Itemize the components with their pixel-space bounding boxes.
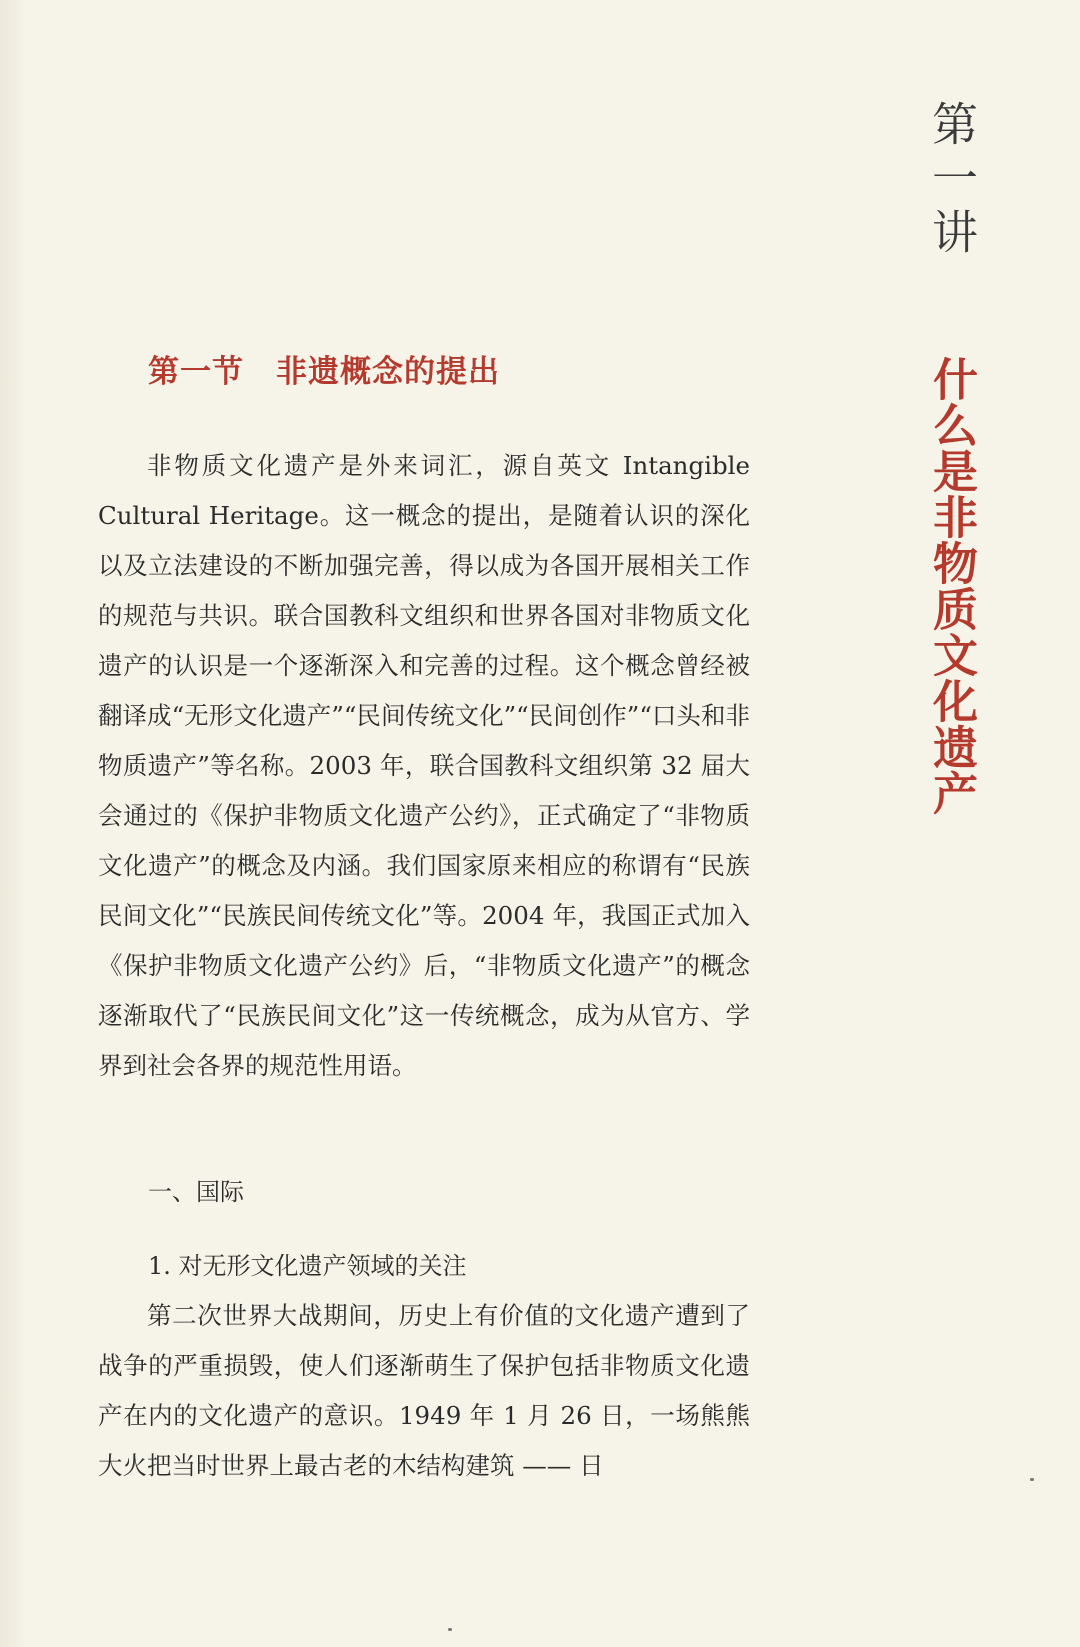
subheading-intangible-heritage-focus: 1. 对无形文化遗产领域的关注	[148, 1252, 467, 1280]
page-edge-shadow	[0, 0, 26, 1647]
wwii-paragraph-block	[98, 1291, 750, 1491]
wwii-paragraph: 第二次世界大战期间，历史上有价值的文化遗产遭到了战争的严重损毁，使人们逐渐萌生了保护包括非物质文化遗产在内的文化遗产的意识。1949 年 1 月 26 日，一场熊熊大火把当时世界上最古老的木结构建筑 —— 日	[98, 1301, 750, 1480]
heading-international: 一、国际	[148, 1178, 244, 1206]
intro-paragraph-block	[98, 441, 750, 1091]
chapter-label: 第一讲	[925, 100, 979, 262]
intro-paragraph: 非物质文化遗产是外来词汇，源自英文 Intangible Cultural Heritage。这一概念的提出，是随着认识的深化以及立法建设的不断加强完善，得以成为各国开展相关工作的规范与共识。联合国教科文组织和世界各国对非物质文化遗产的认识是一个逐渐深入和完善的过程。这个概念曾经被翻译成“无形文化遗产”“民间传统文化”“民间创作”“口头和非物质遗产”等名称。2003 年，联合国教科文组织第 32 届大会通过的《保护非物质文化遗产公约》，正式确定了“非物质文化遗产”的概念及内涵。我们国家原来相应的称谓有“民族民间文化”“民族民间传统文化”等。2004 年，我国正式加入《保护非物质文化遗产公约》后，“非物质文化遗产”的概念逐渐取代了“民族民间文化”这一传统概念，成为从官方、学界到社会各界的规范性用语。	[98, 451, 750, 1080]
scan-speck	[1030, 1478, 1034, 1481]
section-title: 第一节 非遗概念的提出	[148, 354, 500, 390]
scan-speck	[448, 1628, 452, 1631]
chapter-title: 什么是非物质文化遗产	[925, 356, 978, 816]
